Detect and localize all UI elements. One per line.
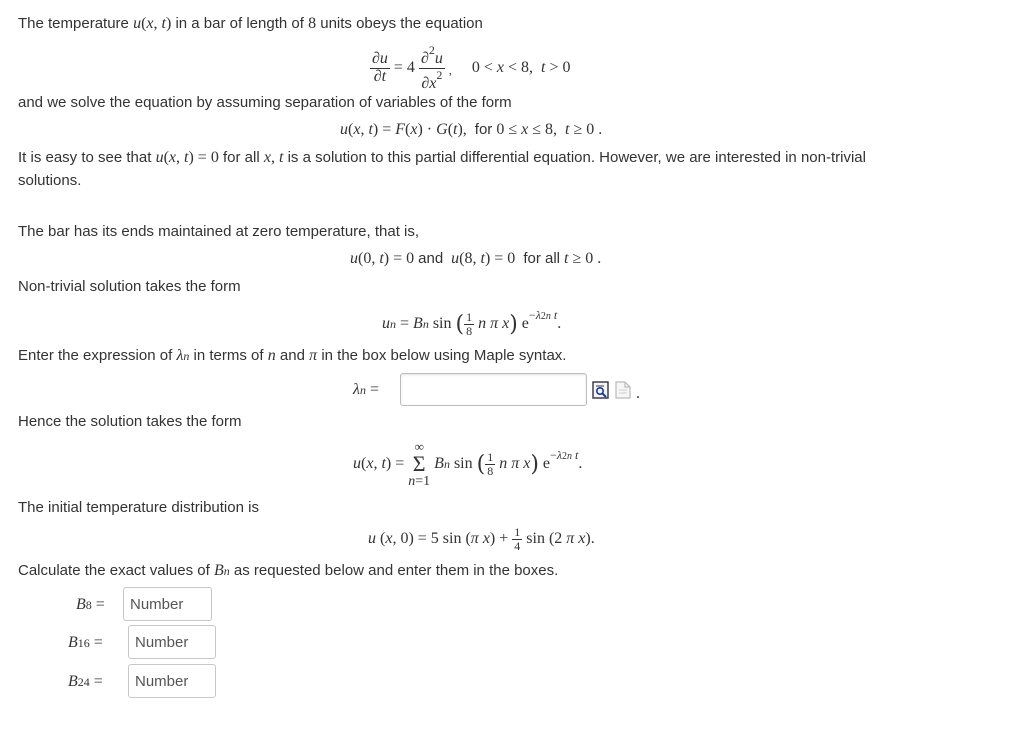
b16-label: B16 = — [68, 634, 103, 651]
b16-input[interactable] — [128, 625, 216, 659]
hence-label: Hence the solution takes the form — [18, 413, 242, 430]
calc-prompt: Calculate the exact values of Bn as requested below and enter them in the boxes. — [18, 562, 559, 579]
dot-after-icons: . — [636, 385, 640, 402]
intro-line-3: It is easy to see that u(x, t) = 0 for all x, t is a solution to this partial differential equation. However, we are interested in non-trivial — [18, 149, 866, 166]
nontrivial-label: Non-trivial solution takes the form — [18, 278, 241, 295]
intro-line-2: and we solve the equation by assuming separation of variables of the form — [18, 94, 512, 111]
lambda-label: λn = — [353, 381, 379, 398]
intro-line-1: The temperature u(x, t) in a bar of length of 8 units obeys the equation — [18, 15, 483, 32]
un-equation: un = Bn sin ( $\frac{1}{8}$ n π x) $e^{-\lambda 2n t}$. — [382, 308, 562, 338]
initial-equation: u (x, 0) = 5 sin (π x) + $\frac{1}{4}$ sin (2 π x). — [368, 525, 595, 553]
lambda-input[interactable] — [400, 373, 587, 406]
b24-label: B24 = — [68, 673, 103, 690]
preview-icon[interactable] — [592, 381, 610, 399]
separation-equation: u(x, t) = F(x) · G(t), for 0 ≤ x ≤ 8, t ≥ 0 . — [340, 121, 603, 138]
boundary-equation: u(0, t) = 0 and u(8, t) = 0 for all t ≥ 0 . — [350, 250, 602, 267]
initial-label: The initial temperature distribution is — [18, 499, 259, 516]
boundary-text: The bar has its ends maintained at zero temperature, that is, — [18, 223, 420, 240]
b8-input[interactable] — [123, 587, 212, 621]
heat-equation: $\frac{\partial u}{\partial t}$ = 4 $\frac{\partial^2u}{\partial x^2}$ , 0 < x < 8, t > 0 — [372, 43, 571, 92]
help-document-icon[interactable] — [614, 381, 632, 399]
series-equation: u(x, t) = ∞ Σ n=1 Bn sin ( $\frac{1}{8}$ n π x) $e^{-\lambda 2n t}$. — [353, 439, 583, 489]
b24-input[interactable] — [128, 664, 216, 698]
intro-line-4: solutions. — [18, 172, 82, 189]
enter-lambda-prompt: Enter the expression of λn in terms of n and π in the box below using Maple syntax. — [18, 347, 567, 364]
b8-label: B8 = — [76, 596, 105, 613]
